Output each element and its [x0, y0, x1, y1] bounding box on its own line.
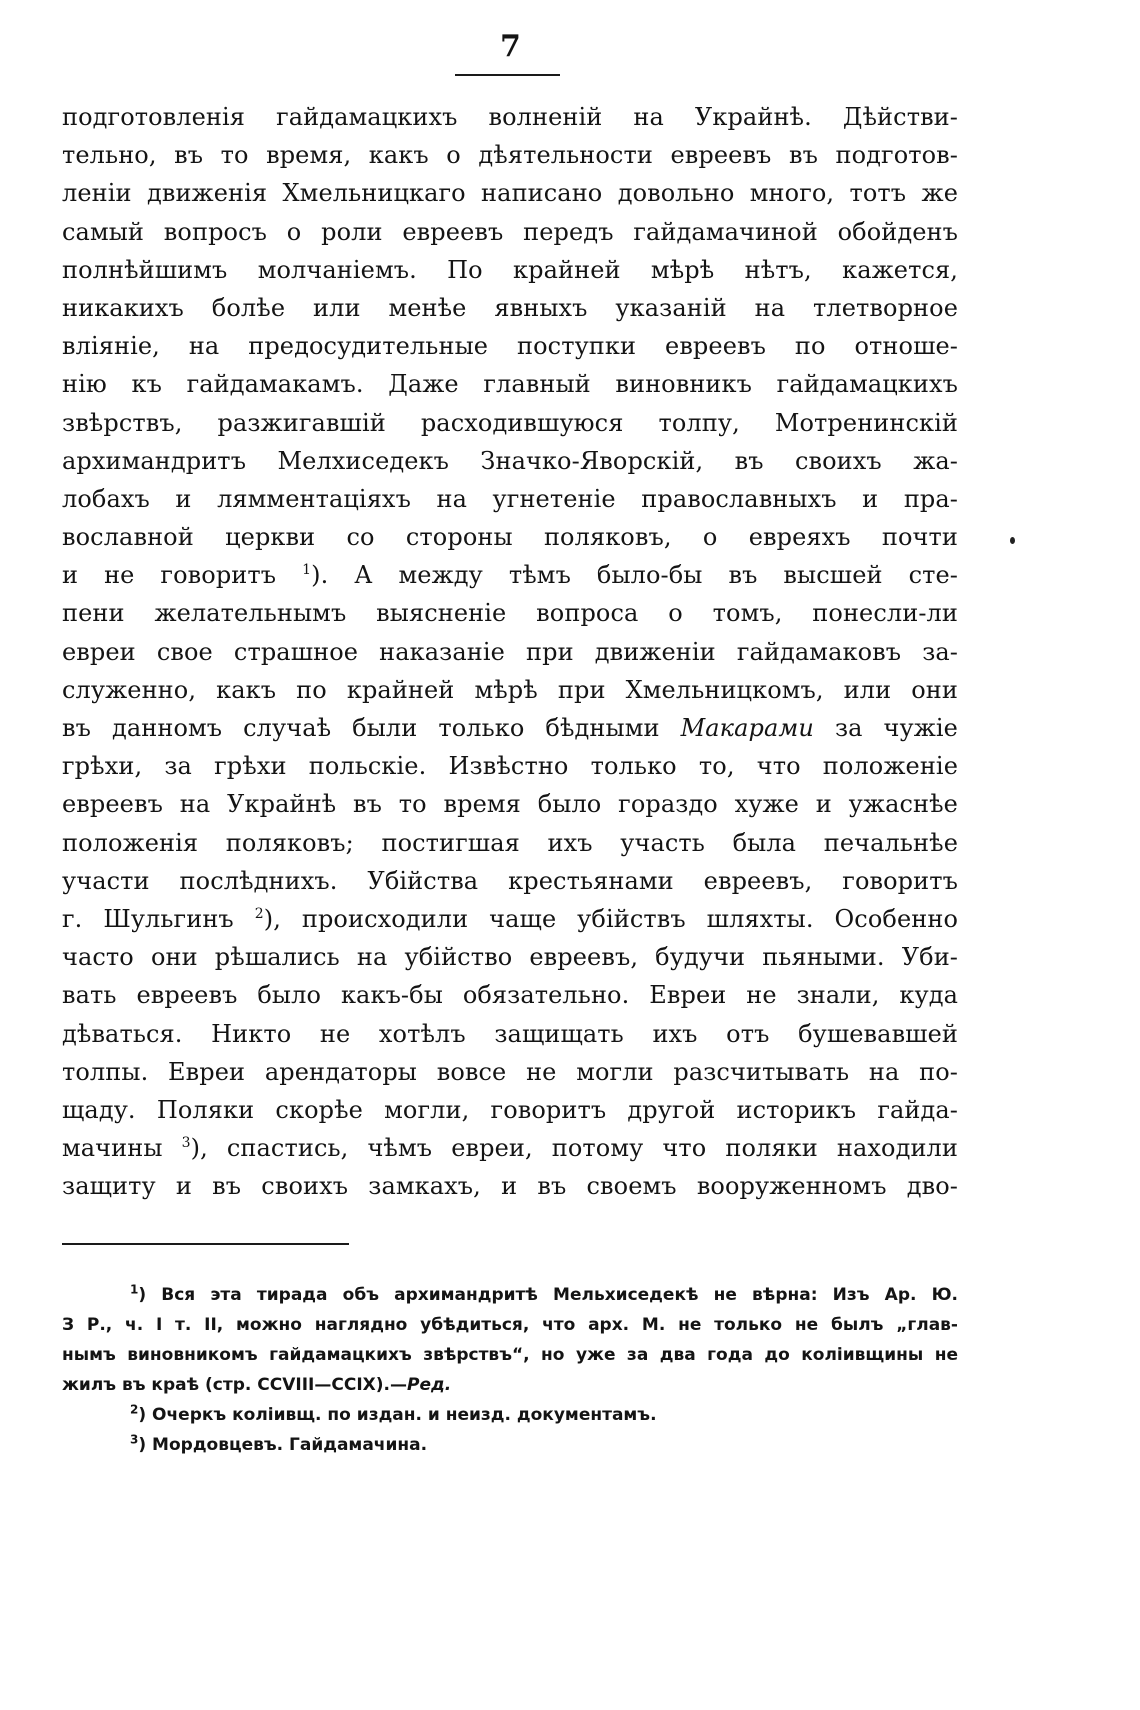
text-line: служенно, какъ по крайней мѣрѣ при Хмельницкомъ, или они	[62, 675, 958, 704]
text-line: самый вопросъ о роли евреевъ передъ гайдамачиной обойденъ	[62, 217, 958, 246]
footnote-1-line: нымъ виновникомъ гайдамацкихъ звѣрствъ“, но уже за два года до коліивщины не	[62, 1345, 958, 1365]
text-segment: ), происходили чаще убійствъ шляхты. Особенно	[263, 904, 958, 933]
page-number: 7	[500, 29, 521, 64]
footnote-2	[62, 1400, 958, 1430]
text-line: грѣхи, за грѣхи польскіе. Извѣстно только то, что положеніе	[62, 752, 958, 781]
text-line: лобахъ и лямментаціяхъ на угнетеніе православныхъ и пра-	[62, 484, 958, 513]
text-line: архимандритъ Мелхиседекъ Значко-Яворскій, въ своихъ жа-	[62, 446, 958, 475]
text-segment: за чужіе	[813, 714, 958, 742]
italic-word: Макарами	[680, 714, 814, 742]
text-segment: мачины	[62, 1134, 182, 1163]
text-segment: ), спастись, чѣмъ евреи, потому что поляки находили	[190, 1134, 958, 1163]
text-line: пени желательнымъ выясненіе вопроса о томъ, понесли-ли	[62, 599, 958, 628]
text-line: участи послѣднихъ. Убійства крестьянами евреевъ, говоритъ	[62, 866, 958, 895]
text-line	[62, 900, 958, 938]
text-line: звѣрствъ, разжигавшій расходившуюся толпу, Мотренинскій	[62, 408, 958, 437]
text-line: полнѣйшимъ молчаніемъ. По крайней мѣрѣ нѣтъ, кажется,	[62, 255, 958, 284]
text-line	[62, 1129, 958, 1167]
text-line: защиту и въ своихъ замкахъ, и въ своемъ вооруженномъ дво-	[62, 1172, 958, 1201]
footnote-1-line	[62, 1280, 958, 1310]
text-line: дѣваться. Никто не хотѣлъ защищать ихъ отъ бушевавшей	[62, 1019, 958, 1048]
text-line: положенія поляковъ; постигшая ихъ участь была печальнѣе	[62, 828, 958, 857]
text-line: нію къ гайдамакамъ. Даже главный виновникъ гайдамацкихъ	[62, 370, 958, 399]
text-line: леніи движенія Хмельницкаго написано довольно много, тотъ же	[62, 179, 958, 208]
footnote-ref-1: 1	[302, 562, 312, 579]
text-line: вославной церкви со стороны поляковъ, о евреяхъ почти	[62, 523, 958, 552]
footnote-3	[62, 1430, 958, 1460]
text-line: никакихъ болѣе или менѣе явныхъ указаній на тлетворное	[62, 293, 958, 322]
footnote-1-line	[62, 1370, 958, 1400]
text-segment: и не говоритъ	[62, 561, 303, 590]
footnote-ref-2: 2	[254, 905, 264, 922]
margin-ink-dot	[1010, 537, 1015, 544]
text-line	[62, 709, 958, 747]
text-segment: г. Шульгинъ	[62, 904, 255, 933]
editor-note: Ред.	[406, 1375, 452, 1395]
footnote-1-text: ) Вся эта тирада объ архимандритѣ Мельхиседекѣ не вѣрна: Изъ Ар. Ю.	[138, 1285, 958, 1305]
footnote-2-mark: 2	[130, 1402, 139, 1417]
text-line: евреевъ на Украйнѣ въ то время было гораздо хуже и ужаснѣе	[62, 790, 958, 819]
footnotes	[62, 1280, 958, 1460]
footnote-1-text: жилъ въ краѣ (стр. CCVIII—CCIX).—	[62, 1375, 407, 1395]
footnote-1-line: З Р., ч. I т. II, можно наглядно убѣдиться, что арх. М. не только не былъ „глав-	[62, 1315, 958, 1335]
text-line: подготовленія гайдамацкихъ волненій на Украйнѣ. Дѣйстви-	[62, 103, 958, 131]
page-number-rule	[455, 74, 560, 76]
text-line: вліяніе, на предосудительные поступки евреевъ по отноше-	[62, 332, 958, 361]
text-line: толпы. Евреи арендаторы вовсе не могли разсчитывать на по-	[62, 1057, 958, 1086]
footnote-3-mark: 3	[130, 1432, 139, 1447]
text-line: евреи свое страшное наказаніе при движеніи гайдамаковъ за-	[62, 637, 958, 666]
footnote-1-mark: 1	[130, 1282, 139, 1297]
text-segment: въ данномъ случаѣ были только бѣдными	[62, 714, 681, 742]
text-line: тельно, въ то время, какъ о дѣятельности евреевъ въ подготов-	[62, 141, 958, 170]
footnote-3-text: ) Мордовцевъ. Гайдамачина.	[138, 1435, 428, 1455]
text-line: часто они рѣшались на убійство евреевъ, будучи пьяными. Уби-	[62, 943, 958, 972]
text-segment: ). А между тѣмъ было-бы въ высшей сте-	[311, 561, 958, 590]
footnote-2-text: ) Очеркъ коліивщ. по издан. и неизд. документамъ.	[138, 1405, 657, 1425]
text-line: вать евреевъ было какъ-бы обязательно. Евреи не знали, куда	[62, 981, 958, 1010]
body-text	[62, 98, 958, 1205]
text-line: щаду. Поляки скорѣе могли, говоритъ другой историкъ гайда-	[62, 1095, 958, 1124]
footnote-ref-3: 3	[181, 1135, 191, 1152]
text-line	[62, 556, 958, 594]
footnote-rule	[62, 1243, 349, 1245]
